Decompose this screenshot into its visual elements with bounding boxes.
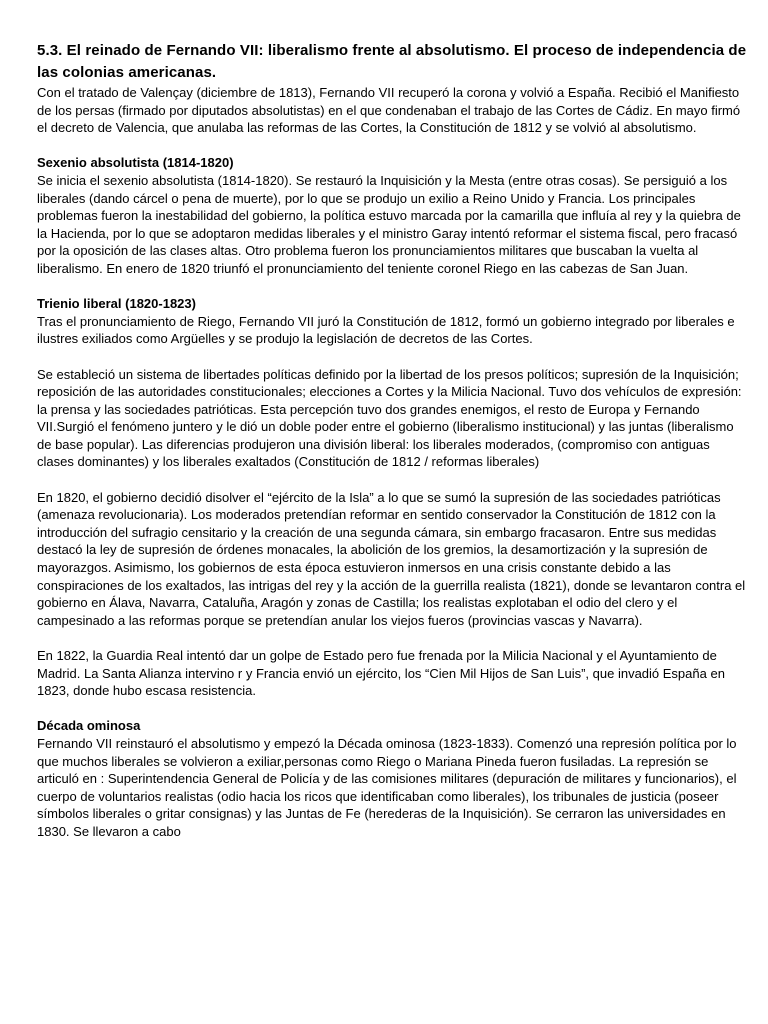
section-trienio-liberal: [37, 295, 748, 700]
section-heading: Trienio liberal (1820-1823): [37, 296, 196, 312]
spacer: [37, 137, 748, 155]
section-paragraph: Tras el pronunciamiento de Riego, Fernando VII juró la Constitución de 1812, formó un gobierno integrado por liberales e ilustres exiliados como Argüelles y se produjo la legislación de decretos de las Cortes.: [37, 313, 735, 347]
spacer: [37, 278, 748, 296]
spacer: [37, 629, 748, 647]
section-paragraph: Fernando VII reinstauró el absolutismo y empezó la Década ominosa (1823-1833). Comenzó una represión política por lo que muchos liberales se volvieron a exiliar,personas como Riego o Mariana Pineda fueron fusiladas. La represión se articuló en : Superintendencia General de Policía y de las comisiones militares (depuración de militares y funcionarios), el cuerpo de voluntarios realistas (odio hacia los ricos que identificaban como liberales), los tribunales de justicia (poseer símbolos liberales o gritar consignas) y las Juntas de Fe (herederas de la Inquisición). Se cerraron las universidades en 1830. Se llevaron a cabo: [37, 735, 737, 839]
intro-paragraph: Con el tratado de Valençay (diciembre de 1813), Fernando VII recuperó la corona y volvió a España. Recibió el Manifiesto de los persas (firmado por diputados absolutistas) en el que condenaban el trabajo de las Cortes de Cádiz. En mayo firmó el decreto de Valencia, que anulaba las reformas de las Cortes, la Constitución de 1812 y se volvió al absolutismo.: [37, 85, 741, 136]
spacer: [37, 471, 748, 489]
document-title: 5.3. El reinado de Fernando VII: liberalismo frente al absolutismo. El proceso de independencia de las colonias americanas.: [37, 42, 747, 81]
section-paragraph: En 1822, la Guardia Real intentó dar un golpe de Estado pero fue frenada por la Milicia Nacional y el Ayuntamiento de Madrid. La Santa Alianza intervino r y Francia envió un ejército, los “Cien Mil Hijos de San Luis”, que invadió España en 1823, donde hubo escasa resistencia.: [37, 648, 725, 699]
section-paragraph: En 1820, el gobierno decidió disolver el “ejército de la Isla” a lo que se sumó la supresión de las sociedades patrióticas (amenaza revolucionaria). Los moderados pretendían reformar en sentido conservador la Constitución de 1812 con la introducción del sufragio censitario y la creación de una segunda cámara, sin embargo fracasaron. Entre sus medidas destacó la ley de supresión de órdenes monacales, la abolición de los gremios, la desamortización y la supresión de mayorazgos. Asimismo, los gobiernos de esta época estuvieron inmersos en una crisis constante debido a las conspiraciones de los exaltados, las intrigas del rey y la acción de la guerrilla realista (1821), donde se levantaron contra el gobierno en Álava, Navarra, Cataluña, Aragón y zonas de Castilla; los realistas explotaban el odio del clero y el campesinado a las reformas porque se pretendían anular los viejos fueros (provincias vascas y Navarra).: [37, 489, 746, 628]
spacer: [37, 348, 748, 366]
section-decada-ominosa: [37, 717, 748, 840]
section-heading: Década ominosa: [37, 718, 141, 734]
section-sexenio-absolutista: [37, 154, 748, 277]
section-paragraph: Se estableció un sistema de libertades políticas definido por la libertad de los presos políticos; supresión de la Inquisición; reposición de las autoridades constitucionales; elecciones a Cortes y la Milicia Nacional. Tuvo dos vehículos de expresión: la prensa y las sociedades patrióticas. Esta percepción tuvo dos grandes enemigos, el resto de Europa y Fernando VII.Surgió el fenómeno juntero y le dió un doble poder entre el gobierno (liberalismo institucional) y las juntas (liberalismo de base popular). Las diferencias produjeron una división liberal: los liberales moderados, (compromiso con antiguas clases dominantes) y los liberales exaltados (Constitución de 1812 / reformas liberales): [37, 366, 742, 470]
section-paragraph: Se inicia el sexenio absolutista (1814-1820). Se restauró la Inquisición y la Mesta (entre otras cosas). Se persiguió a los liberales (dando cárcel o pena de muerte), por lo que se produjo un exilio a Reino Unido y Francia. Los principales problemas fueron la inestabilidad del gobierno, la política estuvo marcada por la camarilla que influía al rey y la quiebra de la Hacienda, por lo que se adoptaron medidas liberales y el ministro Garay intentó reformar el sistema fiscal, pero fracasó por la oposición de las clases altas. Otro problema fueron los pronunciamientos militares que buscaban la vuelta al liberalismo. En enero de 1820 triunfó el pronunciamiento del teniente coronel Riego en las cabezas de San Juan.: [37, 172, 741, 276]
section-heading: Sexenio absolutista (1814-1820): [37, 155, 234, 171]
spacer: [37, 700, 748, 718]
